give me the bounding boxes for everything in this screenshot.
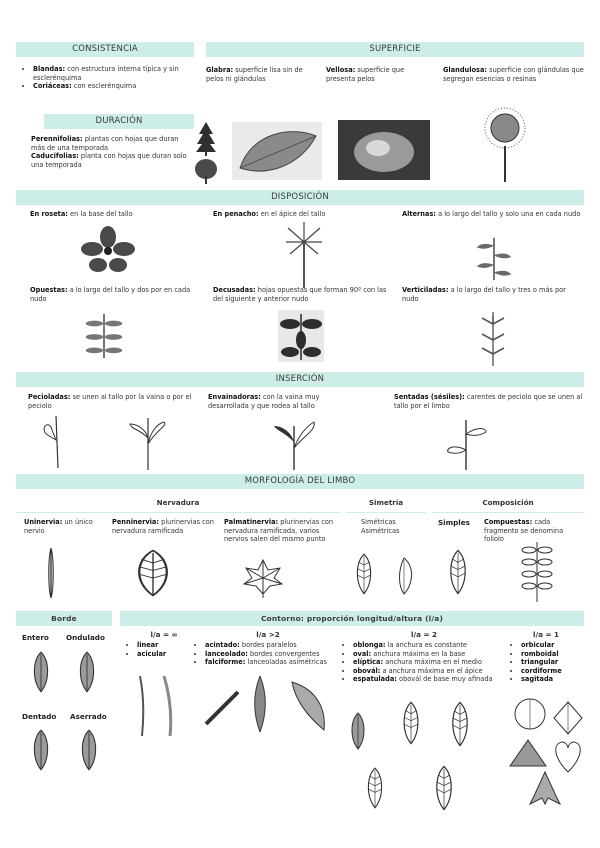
composicion-compuestas: Compuestas: cada fragmento se denomina foliolo	[484, 518, 564, 544]
espatulada-leaf-image	[432, 762, 456, 814]
verticiladas-image	[478, 310, 508, 366]
contorno-group-inf	[128, 641, 200, 658]
peciolada-image-1	[40, 416, 70, 468]
contorno-ratio-gt2: l/a >2	[256, 630, 280, 639]
contorno-group-1	[512, 641, 588, 684]
roseta-image	[80, 225, 136, 275]
consistencia-header: CONSISTENCIA	[16, 42, 194, 57]
nervadura-uninervia: Uninervia: un único nervio	[24, 518, 93, 535]
disposicion-verticiladas: Verticiladas: a lo largo del tallo y tres o más por nudo	[402, 286, 566, 303]
peciolada-image-2	[128, 418, 168, 470]
contorno-ratio-inf: l/a = ∞	[150, 630, 178, 639]
list-item: • acintado: bordes paralelos	[205, 641, 344, 650]
composicion-title: Composición	[482, 498, 534, 507]
lanceolado-leaf-image	[250, 676, 270, 732]
list-item: • Asimétricas	[361, 527, 426, 536]
aserrado-leaf-image	[78, 728, 100, 772]
nervadura-palmatinervia: Palmatinervia: plurinervias con nervadura ramificada, varios nervios salen del mismo punto	[224, 518, 334, 544]
list-item: • triangular	[521, 658, 588, 667]
eliptica-leaf-image	[446, 700, 474, 748]
opuestas-image	[84, 312, 124, 360]
divider	[16, 512, 340, 513]
linear-leaf-image	[136, 676, 146, 736]
list-item: • cordiforme	[521, 667, 588, 676]
list-item: • Simétricas	[361, 518, 426, 527]
romboidal-leaf-image	[552, 700, 584, 736]
borde-aserrado-label: Aserrado	[70, 712, 107, 721]
divider	[346, 512, 426, 513]
cordiforme-leaf-image	[552, 738, 584, 774]
list-item: • espatulada: obovál de base muy afinada	[353, 675, 512, 684]
insercion-header: INSERCIÓN	[16, 372, 584, 387]
decusadas-image	[278, 310, 324, 362]
nervadura-title: Nervadura	[156, 498, 200, 507]
penacho-image	[284, 222, 324, 288]
list-item: • linear	[137, 641, 200, 650]
triangular-leaf-image	[506, 738, 550, 770]
disposicion-roseta: En roseta: en la base del tallo	[30, 210, 133, 218]
acicular-leaf-image	[162, 676, 174, 736]
palmatinervia-image	[240, 558, 286, 600]
contorno-header: Contorno: proporción longitud/altura (l/a)	[120, 611, 584, 626]
duracion-header: DURACIÓN	[44, 114, 194, 129]
list-item: • Caducifolias: planta con hojas que duran solo una temporada	[31, 152, 190, 169]
dentado-leaf-image	[30, 728, 52, 772]
simetrica-leaf-image	[350, 552, 378, 596]
list-item: • obovál: a anchura máxima en el ápice	[353, 667, 512, 676]
glabra-leaf-photo	[232, 122, 322, 180]
contorno-group-gt2	[196, 641, 344, 667]
list-item: • orbicular	[521, 641, 588, 650]
contorno-group-2	[344, 641, 512, 684]
contorno-ratio-1: l/a = 1	[533, 630, 559, 639]
list-item: • romboidal	[521, 650, 588, 659]
superficie-glandulosa: Glandulosa: superficie con glándulas que segregan esencias o resinas	[443, 66, 584, 83]
disposicion-alternas: Alternas: a lo largo del tallo y solo una en cada nudo	[402, 210, 581, 218]
list-item: • oval: anchura máxima en la base	[353, 650, 512, 659]
sagitada-leaf-image	[528, 770, 562, 806]
deciduous-tree-image	[194, 158, 218, 184]
nervadura-penninervia: Penninervia: plurinervias con nervadura ramificada	[112, 518, 214, 535]
disposicion-decusadas: Decusadas: hojas opuestas que forman 90º con las del siguiente y anterior nudo	[213, 286, 387, 303]
list-item: • lanceolado: bordes convergentes	[205, 650, 344, 659]
list-item: • falciforme: lanceoladas asimétricas	[205, 658, 344, 667]
borde-entero-label: Entero	[22, 633, 49, 642]
list-item: • sagitada	[521, 675, 588, 684]
borde-ondulado-label: Ondulado	[66, 633, 105, 642]
obovada-leaf-image	[360, 766, 390, 810]
disposicion-penacho: En penacho: en el ápice del tallo	[213, 210, 326, 218]
asimetrica-leaf-image	[392, 556, 416, 596]
superficie-header: SUPERFICIE	[206, 42, 584, 57]
duracion-list	[22, 135, 190, 179]
simetria-title: Simetría	[368, 498, 404, 507]
acintado-leaf-image	[204, 690, 240, 726]
penninervia-image	[130, 548, 176, 598]
list-item: • Blandas: con estructura interna típica y sin esclerénquima	[33, 65, 196, 82]
insercion-sentadas: Sentadas (sésiles): carentes de peciolo que se unen al tallo por el limbo	[394, 393, 583, 410]
vellosa-leaf-photo	[338, 120, 430, 180]
compuesta-leaf-image	[520, 540, 554, 602]
glandulosa-leaf-photo	[480, 106, 530, 182]
alternas-image	[474, 234, 514, 282]
list-item: • acicular	[137, 650, 200, 659]
superficie-glabra: Glabra: superficie lisa sin de pelos ni glándulas	[206, 66, 303, 83]
entero-leaf-image	[30, 650, 52, 694]
list-item: • elíptica: anchura máxima en el medio	[353, 658, 512, 667]
morfologia-header: MORFOLOGÍA DEL LIMBO	[16, 474, 584, 489]
list-item: • oblonga: la anchura es constante	[353, 641, 512, 650]
falciforme-leaf-image	[288, 680, 328, 732]
composicion-simples: Simples	[438, 518, 470, 527]
consistencia-list	[24, 65, 196, 91]
orbicular-leaf-image	[512, 696, 548, 732]
superficie-vellosa: Vellosa: superficie que presenta pelos	[326, 66, 405, 83]
simple-leaf-image	[442, 548, 474, 596]
oval-leaf-image	[396, 700, 426, 746]
disposicion-header: DISPOSICIÓN	[16, 190, 584, 205]
uninervia-image	[46, 548, 56, 598]
simetria-list	[352, 518, 426, 536]
conifer-tree-image	[196, 122, 216, 156]
list-item: • Coriáceas: con esclerénquima	[33, 82, 196, 91]
borde-dentado-label: Dentado	[22, 712, 57, 721]
insercion-envainadoras: Envainadoras: con la vaina muy desarrollada y que rodea al tallo	[208, 393, 320, 410]
ondulado-leaf-image	[76, 650, 98, 694]
oblonga-leaf-image	[348, 706, 368, 756]
borde-header: Borde	[16, 611, 112, 626]
list-item: • Perennifolias: plantas con hojas que duran más de una temporada	[31, 135, 190, 152]
divider	[432, 512, 584, 513]
contorno-ratio-2: l/a = 2	[411, 630, 437, 639]
sentada-image	[446, 418, 488, 470]
envainadora-image	[272, 418, 318, 470]
disposicion-opuestas: Opuestas: a lo largo del tallo y dos por en cada nudo	[30, 286, 191, 303]
insercion-pecioladas: Pecioladas: se unen al tallo por la vaina o por el peciolo	[28, 393, 192, 410]
